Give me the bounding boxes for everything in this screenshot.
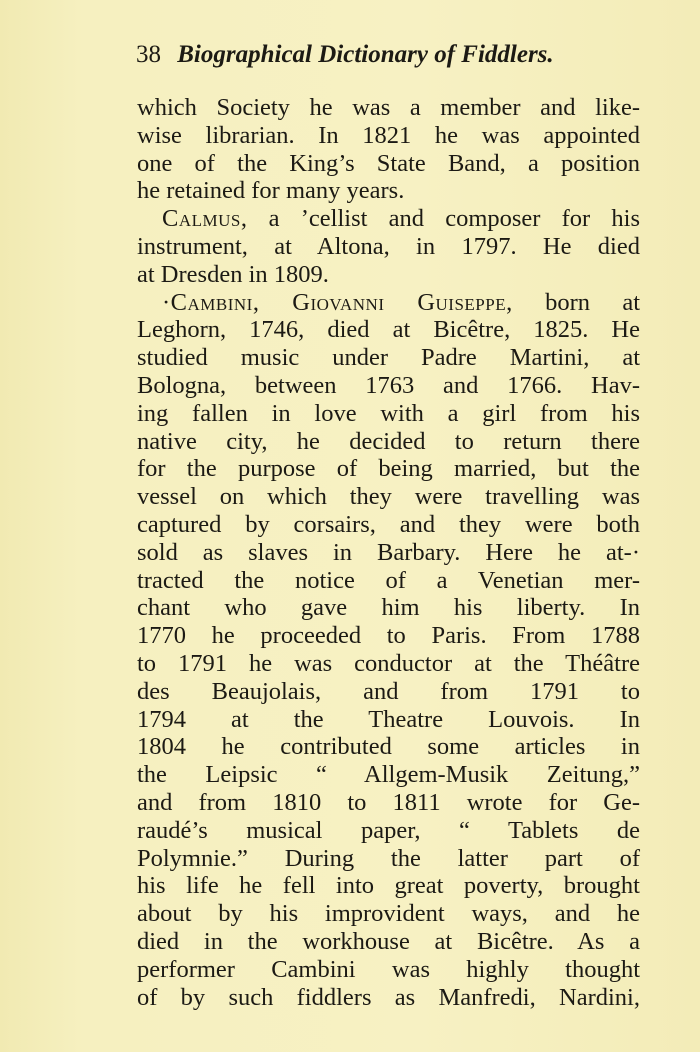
text-line [137, 650, 640, 678]
line-text: 1770 he proceeded to Paris. From 1788 [137, 622, 640, 650]
line-text: he retained for many years. [137, 177, 405, 205]
line-text: ing fallen in love with a girl from his [137, 399, 640, 427]
text-line [137, 205, 640, 233]
text-line [137, 289, 640, 317]
text-line [137, 344, 640, 372]
text-line [137, 483, 640, 511]
line-text: performer Cambini was highly thought [137, 955, 640, 983]
line-text: sold as slaves in Barbary. Here he at-· [137, 538, 640, 566]
text-line [137, 261, 640, 289]
line-text: wise librarian. In 1821 he was appointed [137, 121, 640, 149]
line-text: his life he fell into great poverty, brought [137, 872, 640, 900]
line-text: chant who gave him his liberty. In [137, 594, 640, 622]
running-title: Biographical Dictionary of Fiddlers. [177, 41, 554, 68]
text-line [137, 94, 640, 122]
text-line [137, 900, 640, 928]
text-line [137, 177, 640, 205]
line-text: Polymnie.” During the latter part of [137, 844, 640, 872]
text-line [137, 845, 640, 873]
line-text: Bologna, between 1763 and 1766. Hav- [137, 371, 640, 399]
line-text: born at [512, 288, 640, 316]
line-text: captured by corsairs, and they were both [137, 510, 640, 538]
text-line [137, 233, 640, 261]
line-text: of by such fiddlers as Manfredi, Nardini, [137, 983, 640, 1011]
body-text [137, 94, 640, 1011]
text-line [137, 733, 640, 761]
line-text: which Society he was a member and like- [137, 94, 640, 121]
line-text: the Leipsic “ Allgem-Musik Zeitung,” [137, 761, 640, 789]
text-line [137, 372, 640, 400]
line-text: tracted the notice of a Venetian mer- [137, 566, 640, 594]
text-line [137, 122, 640, 150]
line-text: at Dresden in 1809. [137, 260, 329, 288]
line-text: Leghorn, 1746, died at Bicêtre, 1825. He [137, 316, 640, 344]
line-text: studied music under Padre Martini, at [137, 344, 640, 372]
text-line [137, 428, 640, 456]
line-text: one of the King’s State Band, a position [137, 149, 640, 177]
entry-name: ·Cambini, Giovanni Guiseppe, [162, 288, 513, 316]
line-text: and from 1810 to 1811 wrote for Ge- [137, 788, 640, 816]
text-line [137, 761, 640, 789]
text-line [137, 956, 640, 984]
text-line [137, 984, 640, 1012]
text-line [137, 622, 640, 650]
text-line [137, 511, 640, 539]
line-text: 1804 he contributed some articles in [137, 733, 640, 761]
line-text: 1794 at the Theatre Louvois. In [137, 705, 640, 733]
text-line [137, 594, 640, 622]
line-text: died in the workhouse at Bicêtre. As a [137, 927, 640, 955]
text-line [137, 817, 640, 845]
text-line [137, 706, 640, 734]
text-line [137, 567, 640, 595]
line-text: for the purpose of being married, but the [137, 455, 640, 483]
line-text: des Beaujolais, and from 1791 to [137, 677, 640, 705]
line-text: vessel on which they were travelling was [137, 483, 640, 511]
entry-name: Calmus, [162, 205, 248, 233]
text-line [137, 789, 640, 817]
text-line [137, 316, 640, 344]
text-line [137, 455, 640, 483]
page-number: 38 [136, 41, 161, 68]
text-line [137, 400, 640, 428]
text-line [137, 678, 640, 706]
text-line [137, 539, 640, 567]
line-text: native city, he decided to return there [137, 427, 640, 455]
text-line [137, 928, 640, 956]
line-text: to 1791 he was conductor at the Théâtre [137, 649, 640, 677]
line-text: about by his improvident ways, and he [137, 900, 640, 928]
line-text: a ’cellist and composer for his [247, 205, 640, 233]
page-header [136, 40, 646, 70]
line-text: instrument, at Altona, in 1797. He died [137, 232, 640, 260]
line-text: raudé’s musical paper, “ Tablets de [137, 816, 640, 844]
text-line [137, 872, 640, 900]
text-line [137, 150, 640, 178]
